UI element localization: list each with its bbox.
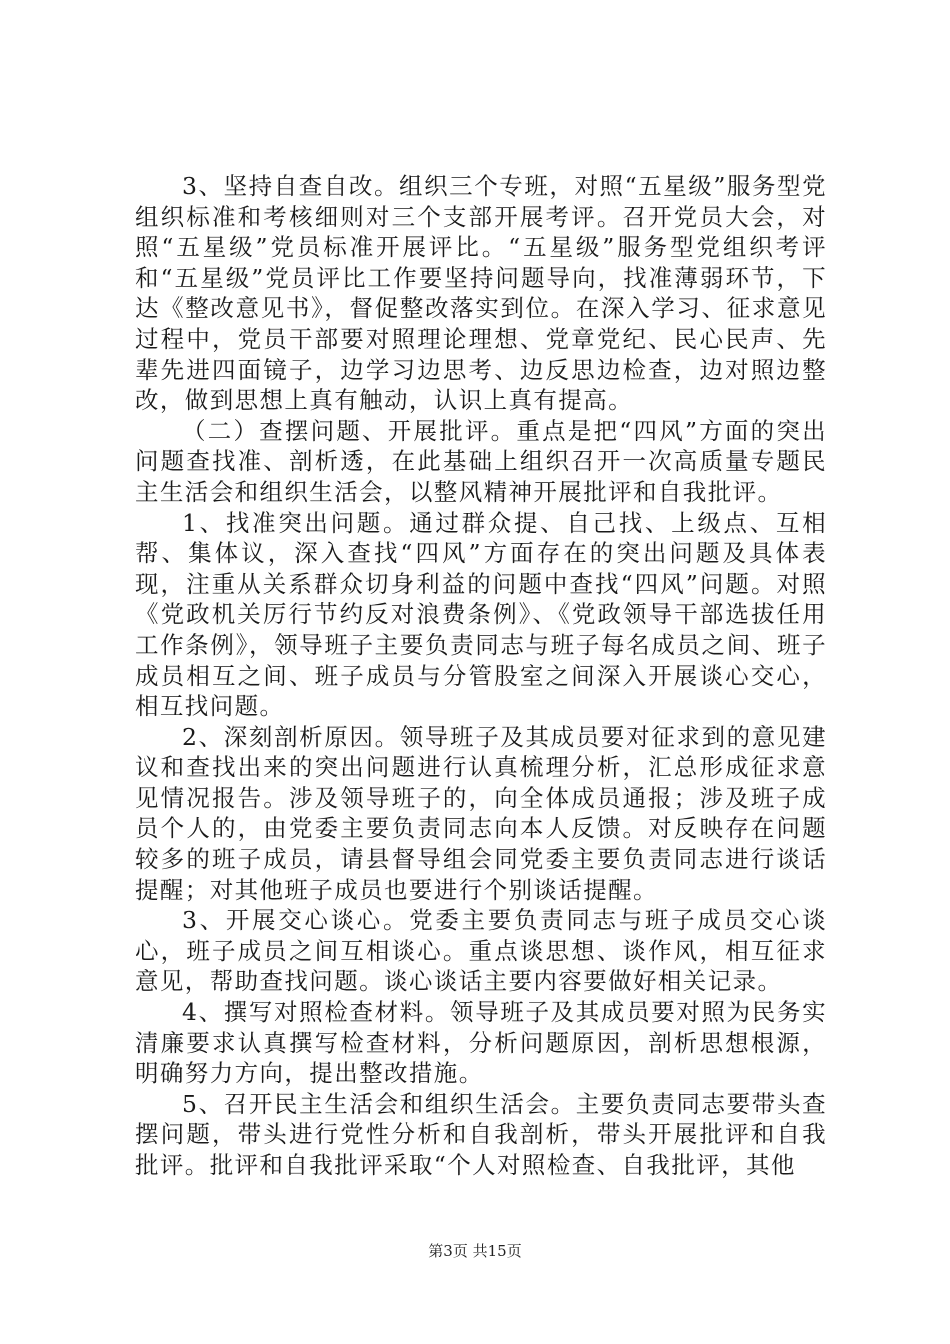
paragraph-section-two-heading: （二）查摆问题、开展批评。重点是把“四风”方面的突出问题查找准、剖析透，在此基础上组织召开一次高质量专题民主生活会和组织生活会，以整风精神开展批评和自我批评。 bbox=[135, 416, 827, 506]
document-body bbox=[135, 171, 827, 1181]
paragraph-find-problems: 1、找准突出问题。通过群众提、自己找、上级点、互相帮、集体议，深入查找“四风”方面存在的突出问题及具体表现，注重从关系群众切身利益的问题中查找“四风”问题。对照《党政机关厉行节约反对浪费条例》、《党政领导干部选拔任用工作条例》，领导班子主要负责同志与班子每名成员之间、班子成员相互之间、班子成员与分管股室之间深入开展谈心交心，相互找问题。 bbox=[135, 508, 827, 721]
paragraph-analyze-causes: 2、深刻剖析原因。领导班子及其成员要对征求到的意见建议和查找出来的突出问题进行认真梳理分析，汇总形成征求意见情况报告。涉及领导班子的，向全体成员通报；涉及班子成员个人的，由党委主要负责同志向本人反馈。对反映存在问题较多的班子成员，请县督导组会同党委主要负责同志进行谈话提醒；对其他班子成员也要进行个别谈话提醒。 bbox=[135, 722, 827, 904]
paragraph-write-materials: 4、撰写对照检查材料。领导班子及其成员要对照为民务实清廉要求认真撰写检查材料，分析问题原因，剖析思想根源，明确努力方向，提出整改措施。 bbox=[135, 998, 827, 1088]
paragraph-heart-to-heart-talks: 3、开展交心谈心。党委主要负责同志与班子成员交心谈心，班子成员之间互相谈心。重点谈思想、谈作风，相互征求意见，帮助查找问题。谈心谈话主要内容要做好相关记录。 bbox=[135, 906, 827, 996]
paragraph-self-inspection: 3、坚持自查自改。组织三个专班，对照“五星级”服务型党组织标准和考核细则对三个支部开展考评。召开党员大会，对照“五星级”党员标准开展评比。“五星级”服务型党组织考评和“五星级”党员评比工作要坚持问题导向，找准薄弱环节，下达《整改意见书》，督促整改落实到位。在深入学习、征求意见过程中，党员干部要对照理论理想、党章党纪、民心民声、先辈先进四面镜子，边学习边思考、边反思边检查，边对照边整改，做到思想上真有触动，认识上真有提高。 bbox=[135, 172, 827, 415]
paragraph-democratic-meeting: 5、召开民主生活会和组织生活会。主要负责同志要带头查摆问题，带头进行党性分析和自我剖析，带头开展批评和自我批评。批评和自我批评采取“个人对照检查、自我批评，其他 bbox=[135, 1089, 827, 1179]
page-number-footer: 第3页 共15页 bbox=[428, 1242, 522, 1260]
